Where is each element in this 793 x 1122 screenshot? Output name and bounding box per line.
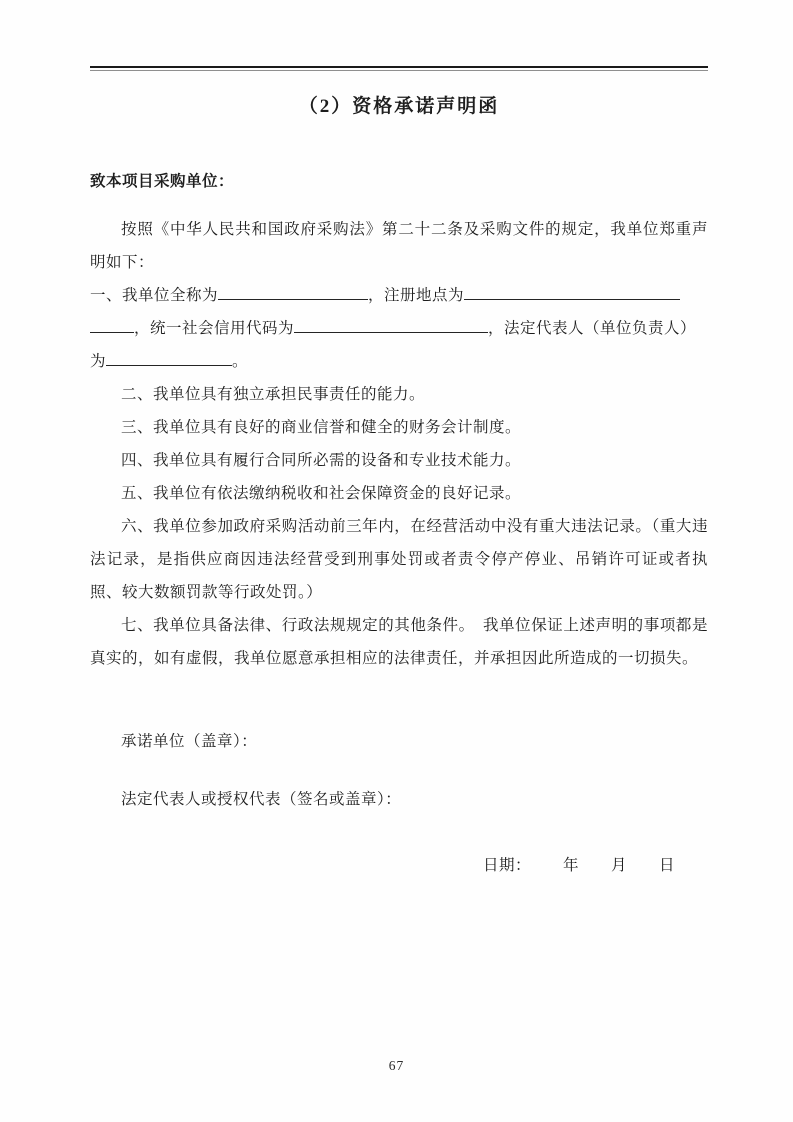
item-two: 二、我单位具有独立承担民事责任的能力。 (121, 386, 426, 403)
legal-rep-sign-label: 法定代表人或授权代表（签名或盖章）： (121, 791, 402, 808)
document-content (90, 66, 708, 882)
date-day-label: 日 (659, 857, 676, 874)
page-title: （2）资格承诺声明函 (298, 96, 500, 117)
item-one-lead: 一、我单位全称为 (90, 287, 219, 304)
blank-company-name (218, 286, 368, 300)
item-one-credit-code-label: ，统一社会信用代码为 (134, 320, 295, 337)
item-one-after-name: ，注册地点为 (368, 287, 465, 304)
salutation: 致本项目采购单位： (90, 173, 235, 190)
date-month-label: 月 (611, 857, 628, 874)
item-one-period: 。 (232, 353, 249, 370)
date-line (90, 849, 708, 882)
date-label: 日期： (483, 857, 532, 874)
blank-legal-rep-name (106, 352, 232, 366)
form-line-1 (90, 279, 708, 312)
date-year-label: 年 (563, 857, 580, 874)
item-one-legal-rep-label: ，法定代表人（单位负责人） (488, 320, 697, 337)
intro-paragraph: 按照《中华人民共和国政府采购法》第二十二条及采购文件的规定，我单位郑重声明如下： (90, 221, 708, 271)
item-five: 五、我单位有依法缴纳税收和社会保障资金的良好记录。 (121, 485, 522, 502)
item-seven: 七、我单位具备法律、行政法规规定的其他条件。 我单位保证上述声明的事项都是真实的，如有虚假，我单位愿意承担相应的法律责任，并承担因此所造成的一切损失。 (90, 617, 708, 667)
blank-registered-address-cont (90, 319, 134, 333)
item-one-wei: 为 (90, 353, 107, 370)
header-rule (90, 66, 708, 71)
blank-registered-address (464, 286, 680, 300)
form-line-3 (90, 345, 708, 378)
item-three: 三、我单位具有良好的商业信誉和健全的财务会计制度。 (121, 419, 522, 436)
page-number: 67 (388, 1058, 405, 1073)
unit-seal-label: 承诺单位（盖章）： (121, 733, 258, 750)
blank-credit-code (294, 319, 488, 333)
item-four: 四、我单位具有履行合同所必需的设备和专业技术能力。 (121, 452, 522, 469)
item-six: 六、我单位参加政府采购活动前三年内，在经营活动中没有重大违法记录。（重大违法记录，是指供应商因违法经营受到刑事处罚或者责令停产停业、吊销许可证或者执照、较大数额罚款等行政处罚。） (90, 518, 708, 601)
form-line-2 (90, 312, 708, 345)
